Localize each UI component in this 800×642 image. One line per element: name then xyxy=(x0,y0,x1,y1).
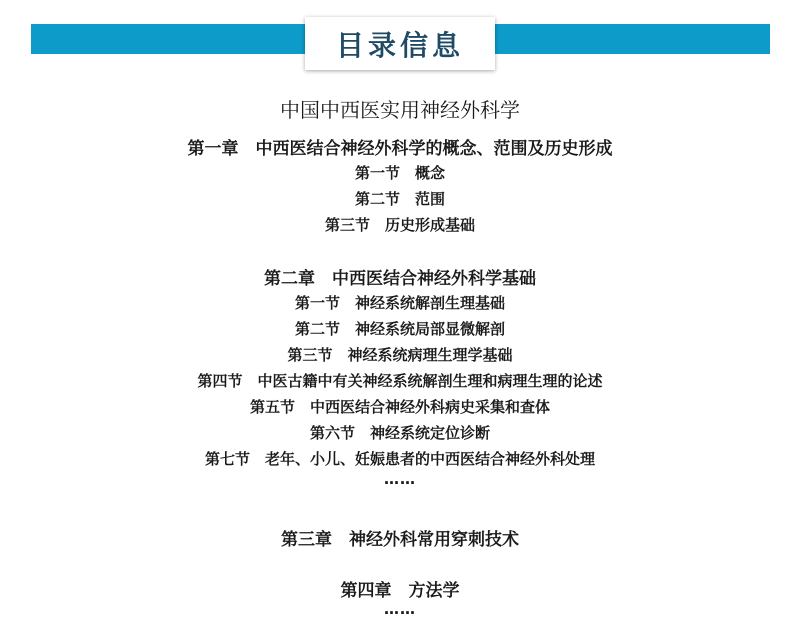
chapter-2-ellipsis: …… xyxy=(384,470,416,488)
chapter-3-title: 第三章 神经外科常用穿刺技术 xyxy=(281,530,519,550)
chapter-2-section-7: 第七节 老年、小儿、妊娠患者的中西医结合神经外科处理 xyxy=(204,450,595,468)
banner-title: 目录信息 xyxy=(305,17,495,70)
chapter-1-section-2: 第二节 范围 xyxy=(354,190,445,208)
book-title: 中国中西医实用神经外科学 xyxy=(280,98,520,122)
chapter-4-ellipsis: …… xyxy=(384,600,416,618)
chapter-1-section-3: 第三节 历史形成基础 xyxy=(324,216,475,234)
chapter-4-title: 第四章 方法学 xyxy=(340,581,460,601)
chapter-2-section-5: 第五节 中西医结合神经外科病史采集和查体 xyxy=(249,398,550,416)
chapter-1-section-1: 第一节 概念 xyxy=(354,164,445,182)
chapter-2-section-4: 第四节 中医古籍中有关神经系统解剖生理和病理生理的论述 xyxy=(197,372,603,390)
chapter-2-title: 第二章 中西医结合神经外科学基础 xyxy=(264,269,536,289)
chapter-2-section-6: 第六节 神经系统定位诊断 xyxy=(309,424,490,442)
chapter-2-section-2: 第二节 神经系统局部显微解剖 xyxy=(294,320,505,338)
chapter-1-title: 第一章 中西医结合神经外科学的概念、范围及历史形成 xyxy=(187,139,613,159)
chapter-2-section-3: 第三节 神经系统病理生理学基础 xyxy=(287,346,513,364)
chapter-2-section-1: 第一节 神经系统解剖生理基础 xyxy=(294,294,505,312)
